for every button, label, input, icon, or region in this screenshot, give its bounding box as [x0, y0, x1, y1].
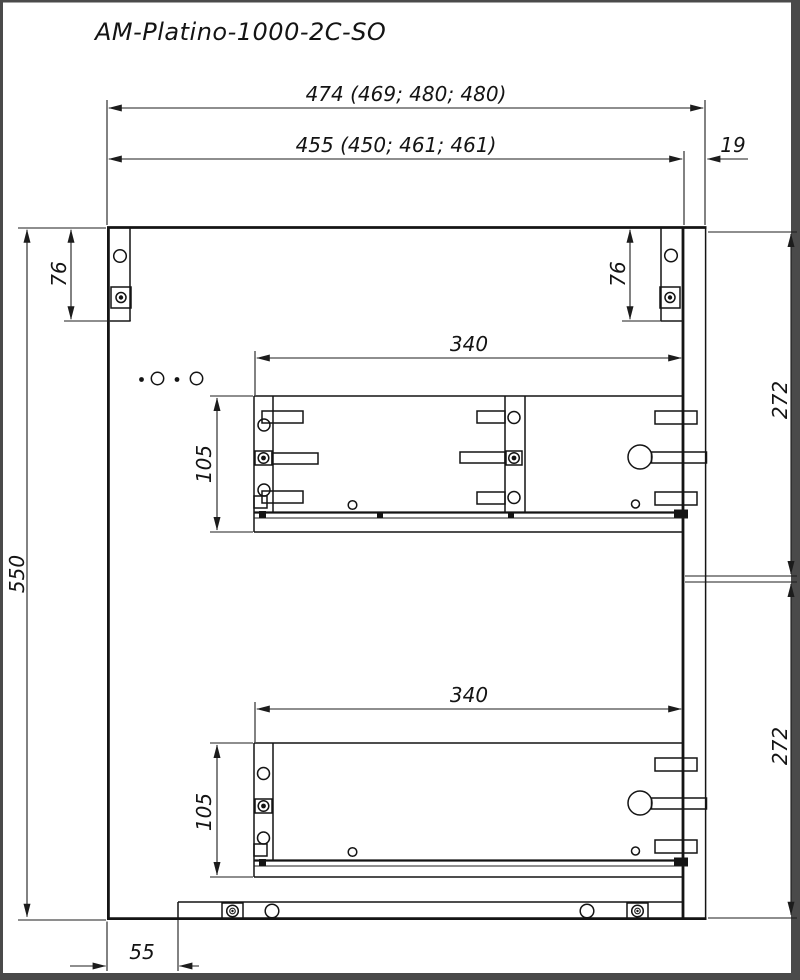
dimension-label: 55	[129, 940, 155, 964]
dim-bottom-front-height	[708, 584, 797, 918]
drawing-title: AM-Platino-1000-2C-SO	[95, 18, 387, 46]
dimension-label: 550	[5, 554, 29, 594]
pin-hole-small	[175, 377, 180, 382]
dimension-label: 105	[192, 444, 216, 484]
pin-hole-large	[151, 372, 163, 384]
cam-bolt	[652, 452, 707, 463]
rear-bracket	[254, 411, 318, 508]
hinge-plate-left-outline	[110, 228, 130, 321]
dim-overall-height	[5, 230, 106, 920]
dim-hinge-offset-left	[18, 228, 131, 321]
pin-hole-small	[139, 377, 144, 382]
rail-mount-nub	[508, 512, 514, 518]
hinge-hole-icon	[665, 249, 678, 262]
dimension-label: 76	[606, 261, 630, 287]
bracket-tab	[272, 453, 318, 464]
hinge-plate-top-right	[660, 228, 683, 321]
dimension-label: 19	[720, 133, 746, 157]
pin-hole-large	[190, 372, 202, 384]
bracket-screw-center	[512, 456, 517, 461]
dimension-label: 474 (469; 480; 480)	[305, 82, 507, 106]
bracket-hole	[508, 412, 520, 424]
bracket-tab	[477, 411, 505, 423]
front-dowel	[655, 492, 697, 505]
drawer-slide-assembly-bottom	[254, 743, 707, 877]
bracket-hole	[258, 768, 270, 780]
bracket-hole	[258, 419, 270, 431]
hinge-screw-center	[668, 295, 672, 299]
bracket-screw-center	[261, 456, 266, 461]
dim-top-front-height	[708, 232, 797, 574]
plinth-rail	[178, 902, 683, 919]
slide-rail	[254, 510, 688, 519]
rail-mount-nub	[259, 859, 266, 866]
front-panel-gap-lines	[685, 576, 797, 582]
bracket-hole	[258, 484, 270, 496]
mid-bracket	[460, 411, 522, 504]
bracket-hole	[258, 832, 270, 844]
dimension-label: 76	[47, 261, 71, 287]
cam-adjuster	[628, 791, 652, 815]
dimension-label: 272	[768, 726, 792, 766]
plinth-hole	[265, 904, 279, 918]
dimension-label: 105	[192, 792, 216, 832]
rail-mount-nub	[377, 512, 383, 518]
plinth-outline	[178, 902, 683, 919]
hinge-screw-center	[119, 295, 123, 299]
rear-bracket	[254, 768, 272, 857]
slide-rail	[254, 858, 688, 867]
front-dowel	[655, 758, 697, 771]
extension-lines	[18, 228, 131, 321]
dim-bottom-slide-length	[255, 683, 681, 742]
front-dowel	[655, 840, 697, 853]
dimension-label: 272	[768, 380, 792, 420]
drawer-slide-assembly-top	[254, 396, 707, 532]
bracket-foot	[254, 496, 267, 508]
drawer-side-frame	[254, 743, 683, 877]
bracket-hole	[508, 492, 520, 504]
cam-adjuster	[628, 445, 652, 469]
front-fixing	[628, 411, 707, 508]
rail-end-block	[674, 510, 688, 518]
dim-plinth-inset	[70, 920, 199, 971]
screw-hole	[632, 500, 640, 508]
frame-left	[0, 0, 3, 980]
cam-bolt	[652, 798, 707, 809]
rail-end-block	[674, 858, 688, 866]
dimension-label: 340	[449, 683, 489, 707]
hinge-hole-icon	[114, 250, 127, 263]
dim-top-slide-height	[192, 396, 253, 532]
extension-lines	[107, 100, 705, 225]
plinth-screw-center	[636, 910, 638, 912]
hinge-plate-top-left	[110, 228, 131, 321]
front-fixing	[628, 758, 707, 855]
dim-internal-depth	[109, 133, 684, 225]
frame-bottom	[0, 973, 800, 980]
rail-screw-hole	[348, 501, 357, 510]
bracket-tab	[460, 452, 505, 463]
bracket-screw-center	[261, 804, 266, 809]
rail-mount-nub	[259, 511, 266, 518]
dim-front-thickness	[707, 133, 748, 159]
bracket-tab	[262, 491, 303, 503]
frame-top	[0, 0, 800, 3]
frame-right	[791, 0, 800, 980]
dim-top-slide-length	[255, 332, 681, 395]
dim-bottom-slide-height	[192, 743, 253, 877]
plinth-screw-center	[231, 910, 233, 912]
dimension-label: 455 (450; 461; 461)	[295, 133, 497, 157]
bracket-foot	[254, 844, 267, 856]
plinth-hole	[580, 904, 594, 918]
shelf-pin-holes	[139, 372, 203, 384]
screw-hole	[632, 847, 640, 855]
bracket-tab	[477, 492, 505, 504]
dimension-label: 340	[449, 332, 489, 356]
rail-screw-hole	[348, 848, 357, 857]
front-dowel	[655, 411, 697, 424]
